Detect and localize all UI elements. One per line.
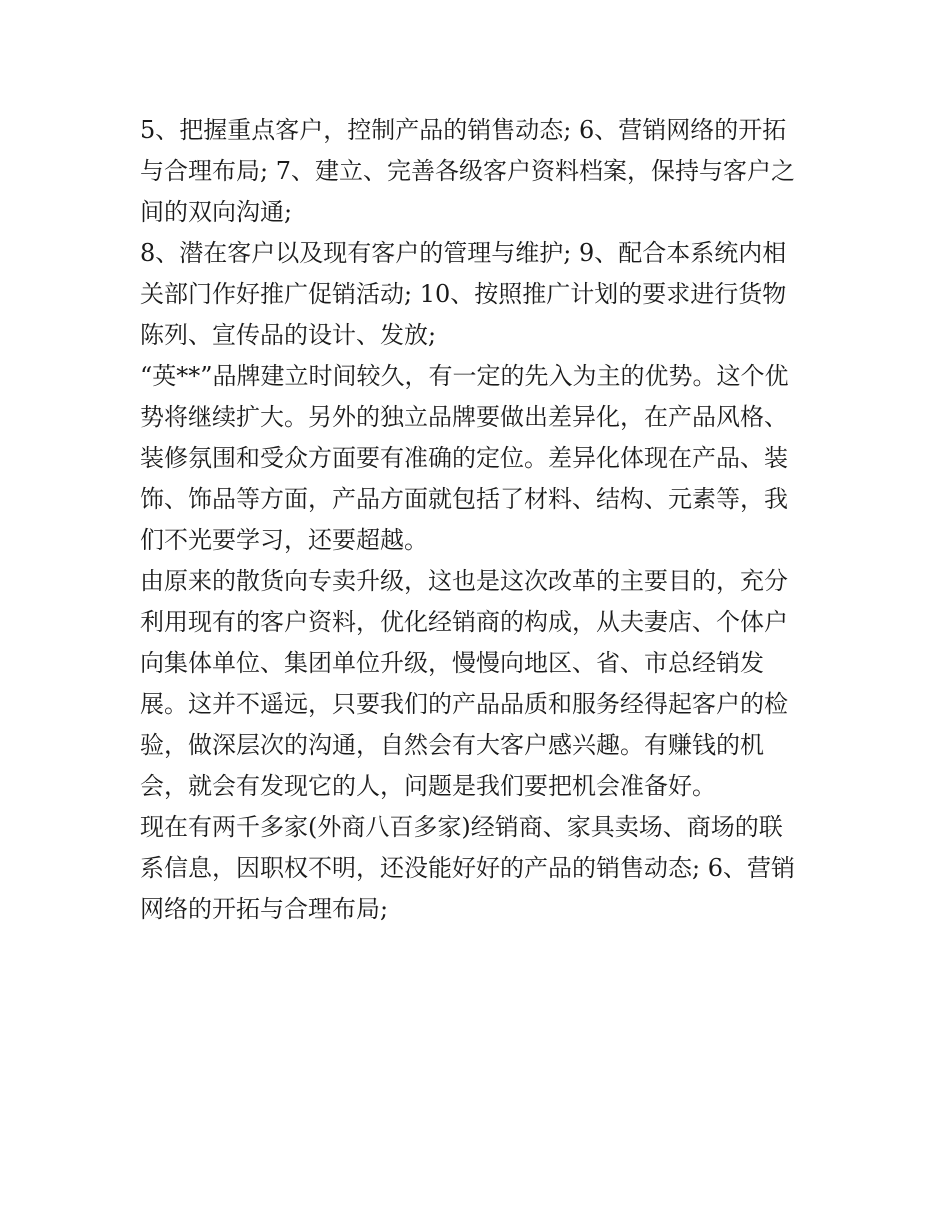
paragraph-responsibilities-1: [140, 110, 812, 233]
text-line: 现在有两千多家(外商八百多家)经销商、家具卖场、商场的联: [140, 813, 783, 841]
text-line: “英**”品牌建立时间较久，有一定的先入为主的优势。这个优: [140, 362, 789, 390]
paragraph-upgrade: [140, 561, 812, 807]
text-line: 陈列、宣传品的设计、发放;: [140, 321, 437, 349]
paragraph-dealers: [140, 807, 812, 930]
text-line: 关部门作好推广促销活动; 10、按照推广计划的要求进行货物: [140, 280, 787, 308]
text-line: 由原来的散货向专卖升级，这也是这次改革的主要目的，充分: [140, 567, 788, 595]
document-body: [140, 110, 812, 930]
paragraph-responsibilities-2: [140, 233, 812, 356]
text-line: 装修氛围和受众方面要有准确的定位。差异化体现在产品、装: [140, 444, 788, 472]
text-line: 利用现有的客户资料，优化经销商的构成，从夫妻店、个体户: [140, 608, 788, 636]
text-line: 展。这并不遥远，只要我们的产品品质和服务经得起客户的检: [140, 690, 788, 718]
text-line: 验，做深层次的沟通，自然会有大客户感兴趣。有赚钱的机: [140, 731, 764, 759]
text-line: 间的双向沟通;: [140, 198, 293, 226]
text-line: 向集体单位、集团单位升级，慢慢向地区、省、市总经销发: [140, 649, 764, 677]
text-line: 8、潜在客户以及现有客户的管理与维护; 9、配合本系统内相: [140, 239, 787, 267]
text-line: 们不光要学习，还要超越。: [140, 526, 428, 554]
paragraph-brand: [140, 356, 812, 561]
text-line: 系信息，因职权不明，还没能好好的产品的销售动态; 6、营销: [140, 854, 795, 882]
text-line: 5、把握重点客户，控制产品的销售动态; 6、营销网络的开拓: [140, 116, 787, 144]
text-line: 势将继续扩大。另外的独立品牌要做出差异化，在产品风格、: [140, 403, 788, 431]
text-line: 会，就会有发现它的人，问题是我们要把机会准备好。: [140, 772, 716, 800]
text-line: 饰、饰品等方面，产品方面就包括了材料、结构、元素等，我: [140, 485, 788, 513]
text-line: 网络的开拓与合理布局;: [140, 895, 389, 923]
text-line: 与合理布局; 7、建立、完善各级客户资料档案，保持与客户之: [140, 157, 795, 185]
